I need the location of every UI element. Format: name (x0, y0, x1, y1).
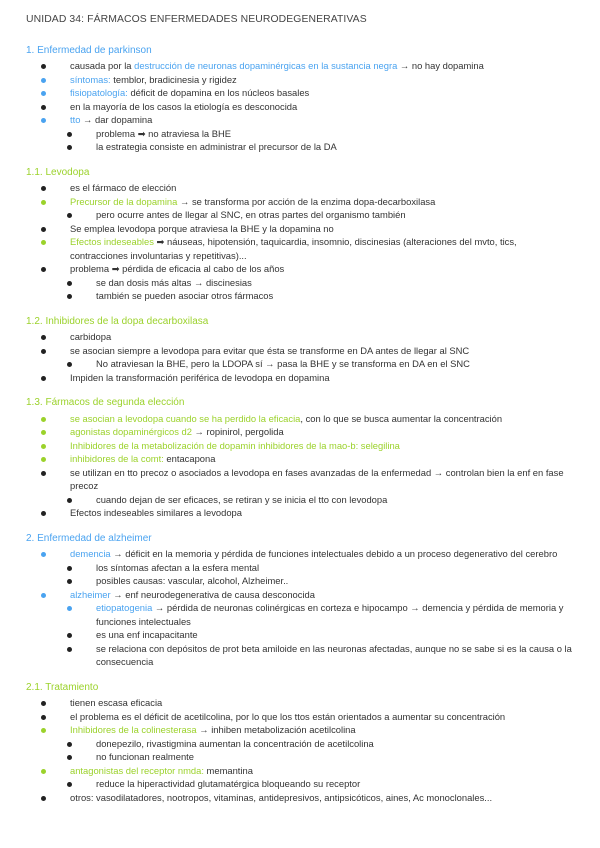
list-item (26, 127, 574, 141)
list-item (26, 86, 574, 100)
section (26, 44, 574, 154)
list-item (26, 764, 574, 778)
item-text: pero ocurre antes de llegar al SNC, en otras partes del organismo también (96, 209, 406, 220)
section (26, 166, 574, 303)
item-text: , con lo que se busca aumentar la concentración (300, 412, 503, 424)
highlighted-term: alzheimer (70, 588, 111, 600)
item-text: → déficit en la memoria y pérdida de funciones intelectuales debido a un proceso degenerativo del cerebro (110, 548, 558, 559)
item-text: tienen escasa eficacia (70, 697, 163, 708)
highlighted-term: Inhibidores de la metabolización de dopamin inhibidores de la mao-b: selegilina (70, 439, 400, 451)
list-item (26, 737, 574, 751)
list-item (26, 357, 574, 371)
item-text: → enf neurodegenerativa de causa desconocida (110, 588, 315, 600)
item-text: también se pueden asociar otros fármacos (96, 290, 274, 301)
item-text: Efectos indeseables similares a levodopa (70, 507, 242, 518)
list-item (26, 59, 574, 73)
highlighted-term: destrucción de neuronas dopaminérgicas en la sustancia negra (134, 60, 398, 71)
item-text: → inhiben metabolización acetilcolina (196, 724, 356, 735)
item-text: en la mayoría de los casos la etiología es desconocida (70, 100, 298, 112)
list-item (26, 140, 574, 154)
list-item (26, 412, 574, 426)
list-item (26, 262, 574, 276)
list-item (26, 276, 574, 290)
highlighted-term: Inhibidores de la colinesterasa (70, 724, 197, 735)
item-text: es una enf incapacitante (96, 629, 198, 640)
bullet-list (26, 330, 574, 384)
item-text: la estrategia consiste en administrar el precursor de la DA (96, 141, 337, 152)
highlighted-term: tto (70, 114, 81, 125)
highlighted-term: síntomas: (70, 73, 111, 85)
document-title: UNIDAD 34: FÁRMACOS ENFERMEDADES NEURODEGENERATIVAS (26, 14, 367, 25)
list-item (26, 493, 574, 507)
section (26, 681, 574, 805)
list-item (26, 777, 574, 791)
bullet-list (26, 547, 574, 669)
list-item (26, 100, 574, 114)
list-item (26, 425, 574, 439)
sections-container (26, 44, 574, 805)
item-text: → pérdida de neuronas colinérgicas en corteza e hipocampo → demencia y pérdida de memoria y funciones intelectuales (96, 602, 564, 627)
section (26, 315, 574, 385)
highlighted-term: antagonistas del receptor nmda: (70, 764, 204, 776)
item-text: es el fármaco de elección (70, 182, 177, 193)
list-item (26, 588, 574, 602)
item-text: Impiden la transformación periférica de levodopa en dopamina (70, 371, 330, 383)
list-item (26, 561, 574, 575)
list-item (26, 791, 574, 805)
bullet-list (26, 59, 574, 154)
list-item (26, 371, 574, 385)
highlighted-term: Precursor de la dopamina (70, 195, 178, 207)
list-item (26, 750, 574, 764)
item-text: se utilizan en tto precoz o asociados a levodopa en fases avanzadas de la enfermedad → controlan bien la enf en fase precoz (70, 466, 564, 491)
highlighted-term: demencia (70, 548, 111, 559)
section-heading: 1.3. Fármacos de segunda elección (26, 397, 185, 408)
bullet-list (26, 412, 574, 520)
highlighted-term: inhibidores de la comt: (70, 453, 164, 464)
section-heading: 2. Enfermedad de alzheimer (26, 532, 152, 544)
section-heading: 1.2. Inhibidores de la dopa decarboxilasa (26, 315, 209, 327)
list-item (26, 642, 574, 669)
list-item (26, 466, 574, 493)
list-item (26, 195, 574, 209)
item-text: otros: vasodilatadores, nootropos, vitaminas, antidepresivos, antipsicóticos, aines, Ac monoclonales... (70, 791, 493, 803)
list-item (26, 710, 574, 724)
item-text: se relaciona con depósitos de prot beta amiloide en las neuronas afectadas, aunque no se sabe si es la causa o la consecuencia (96, 642, 572, 667)
item-text: → se transforma por acción de la enzima dopa-decarboxilasa (177, 195, 436, 207)
section (26, 396, 574, 520)
item-text: → dar dopamina (80, 114, 153, 125)
highlighted-term: agonistas dopaminérgicos d2 (70, 426, 192, 437)
item-text: carbidopa (70, 331, 112, 342)
list-item (26, 574, 574, 588)
highlighted-term: se asocian a levodopa cuando se ha perdido la eficacia (70, 412, 301, 424)
list-item (26, 506, 574, 520)
item-text: causada por la (70, 60, 135, 71)
list-item (26, 181, 574, 195)
list-item (26, 439, 574, 453)
list-item (26, 696, 574, 710)
highlighted-term: Efectos indeseables (70, 236, 154, 247)
item-text: problema ➡ no atraviesa la BHE (96, 127, 232, 139)
item-text: memantina (203, 764, 253, 776)
list-item (26, 723, 574, 737)
list-item (26, 628, 574, 642)
item-text: temblor, bradicinesia y rigidez (110, 73, 237, 85)
list-item (26, 289, 574, 303)
item-text: cuando dejan de ser eficaces, se retiran y se inicia el tto con levodopa (96, 493, 388, 505)
item-text: los síntomas afectan a la esfera mental (96, 561, 260, 573)
item-text: entacapona (163, 453, 216, 464)
section-heading: 1.1. Levodopa (26, 166, 90, 178)
list-item (26, 208, 574, 222)
item-text: el problema es el déficit de acetilcolina, por lo que los ttos están orientados a aumentar su concentración (70, 710, 506, 722)
item-text: donepezilo, rivastigmina aumentan la concentración de acetilcolina (96, 737, 374, 749)
item-text: se asocian siempre a levodopa para evitar que ésta se transforme en DA antes de llegar al SNC (70, 344, 470, 356)
list-item (26, 73, 574, 87)
section (26, 532, 574, 669)
item-text: posibles causas: vascular, alcohol, Alzheimer.. (96, 575, 289, 586)
item-text: No atraviesan la BHE, pero la LDOPA sí → pasa la BHE y se transforma en DA en el SNC (96, 358, 470, 369)
list-item (26, 235, 574, 262)
list-item (26, 547, 574, 561)
item-text: déficit de dopamina en los núcleos basales (127, 87, 310, 98)
item-text: no funcionan realmente (96, 751, 194, 762)
highlighted-term: fisiopatología: (70, 87, 128, 98)
section-heading: 1. Enfermedad de parkinson (26, 44, 152, 56)
item-text: se dan dosis más altas → discinesias (96, 276, 252, 288)
item-text: → ropinirol, pergolida (191, 426, 284, 437)
list-item (26, 330, 574, 344)
item-text: → no hay dopamina (397, 60, 484, 71)
list-item (26, 222, 574, 236)
list-item (26, 452, 574, 466)
list-item (26, 113, 574, 127)
list-item (26, 601, 574, 628)
item-text: Se emplea levodopa porque atraviesa la BHE y la dopamina no (70, 222, 334, 234)
item-text: problema ➡ pérdida de eficacia al cabo de los años (70, 263, 285, 274)
item-text: ➡ náuseas, hipotensión, taquicardia, insomnio, discinesias (alteraciones del mvto, tics, contracciones involuntarias y repetitivas)... (70, 236, 517, 261)
list-item (26, 344, 574, 358)
section-heading: 2.1. Tratamiento (26, 681, 99, 693)
bullet-list (26, 181, 574, 303)
highlighted-term: etiopatogenia (96, 602, 153, 613)
item-text: reduce la hiperactividad glutamatérgica bloqueando su receptor (96, 778, 361, 789)
bullet-list (26, 696, 574, 804)
